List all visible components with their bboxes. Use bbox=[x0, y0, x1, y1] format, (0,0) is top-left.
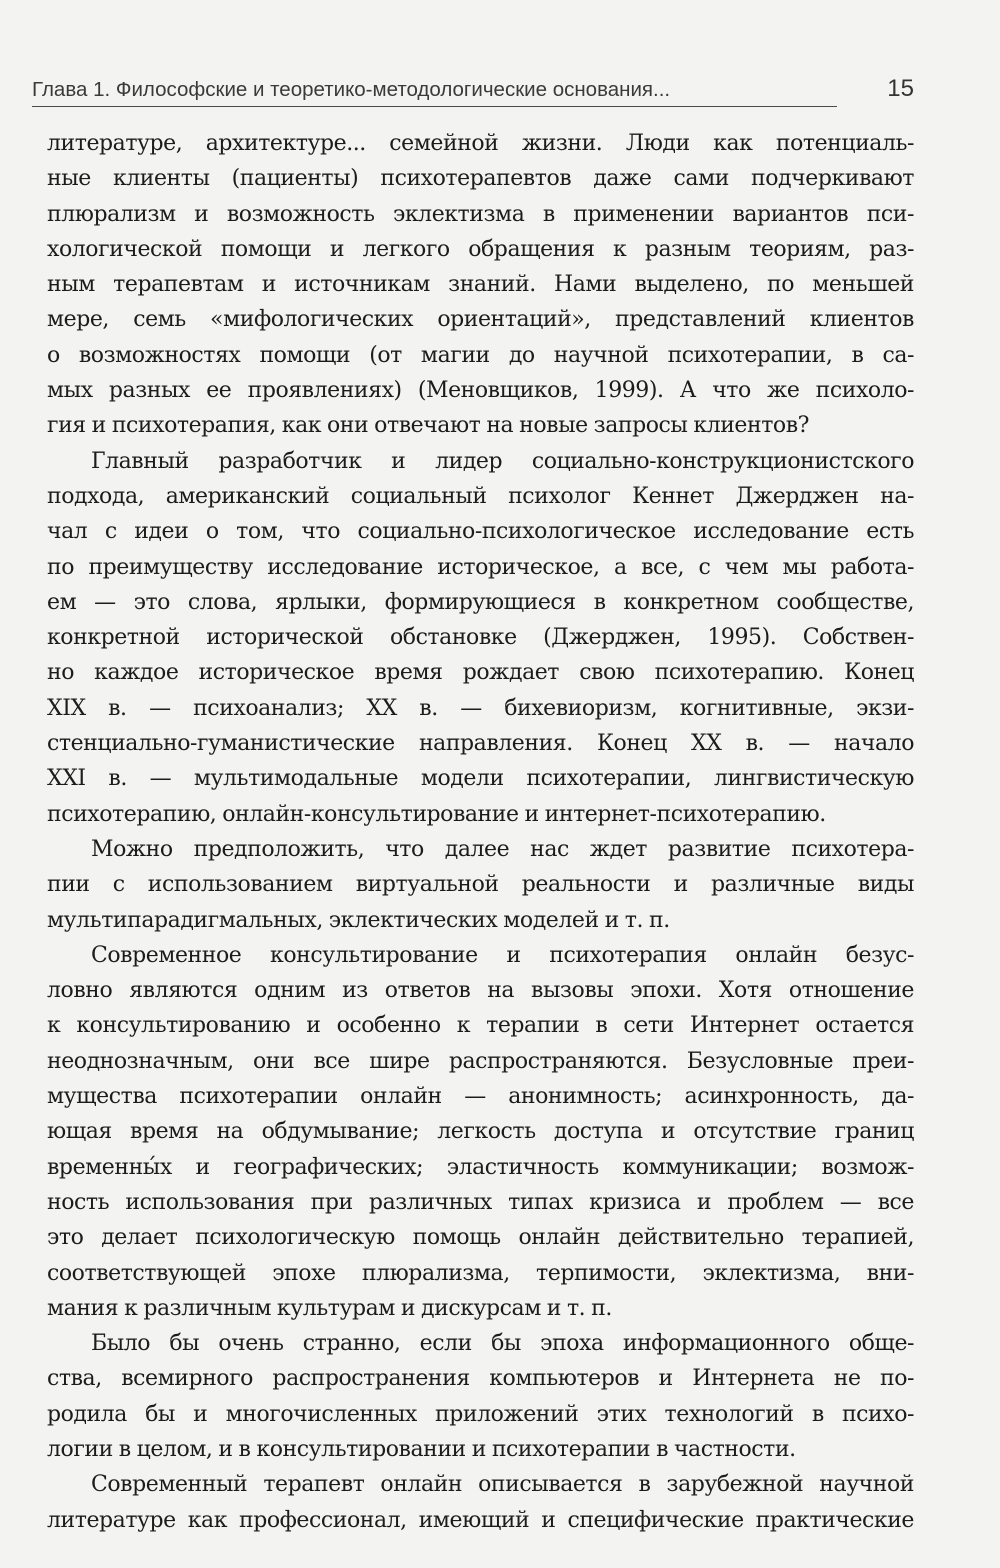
text-line: мере, семь «мифологических ориентаций», представлений клиентов bbox=[47, 307, 914, 333]
paragraph-4 bbox=[47, 938, 914, 1326]
text-line: ловно являются одним из ответов на вызовы эпохи. Хотя отношение bbox=[47, 978, 914, 1004]
text-line: Современное консультирование и психотерапия онлайн безус- bbox=[91, 942, 914, 968]
text-line: стенциально-гуманистические направления. Конец XX в. — начало bbox=[47, 731, 914, 757]
text-line: пии с использованием виртуальной реальности и различные виды bbox=[47, 872, 914, 898]
text-line: мых разных ее проявлениях) (Меновщиков, 1999). А что же психоло- bbox=[47, 378, 914, 404]
text-line: родила бы и многочисленных приложений этих технологий в психо- bbox=[47, 1401, 914, 1427]
text-line: ность использования при различных типах кризиса и проблем — все bbox=[47, 1189, 914, 1215]
text-line: соответствующей эпохе плюрализма, терпимости, эклектизма, вни- bbox=[47, 1260, 914, 1286]
text-line: мультипарадигмальных, эклектических моделей и т. п. bbox=[47, 907, 670, 933]
text-line: литературе как профессионал, имеющий и специфические практические bbox=[47, 1507, 914, 1533]
text-line: Современный терапевт онлайн описывается в зарубежной научной bbox=[91, 1472, 914, 1498]
text-line: это делает психологическую помощь онлайн действительно терапией, bbox=[47, 1225, 914, 1251]
paragraph-1 bbox=[47, 126, 914, 444]
text-line: ющая время на обдумывание; легкость доступа и отсутствие границ bbox=[47, 1119, 914, 1145]
text-line: неоднозначным, они все шире распространяются. Безусловные преи- bbox=[47, 1048, 914, 1074]
paragraph-2 bbox=[47, 444, 914, 832]
body-text bbox=[47, 126, 914, 1538]
running-header bbox=[32, 74, 914, 110]
text-line: литературе, архитектуре... семейной жизни. Люди как потенциаль- bbox=[47, 131, 914, 156]
text-line: временны́х и географических; эластичность коммуникации; возмож- bbox=[47, 1154, 914, 1180]
text-line: ные клиенты (пациенты) психотерапевтов даже сами подчеркивают bbox=[47, 166, 914, 192]
text-line: чал с идеи о том, что социально-психологическое исследование есть bbox=[47, 519, 914, 545]
text-line: XIX в. — психоанализ; XX в. — бихевиоризм, когнитивные, экзи- bbox=[47, 695, 914, 721]
text-line: XXI в. — мультимодальные модели психотерапии, лингвистическую bbox=[47, 766, 914, 792]
text-line: мания к различным культурам и дискурсам и т. п. bbox=[47, 1295, 612, 1321]
text-line: к консультированию и особенно к терапии в сети Интернет остается bbox=[47, 1013, 914, 1039]
paragraph-5 bbox=[47, 1326, 914, 1467]
text-line: подхода, американский социальный психолог Кеннет Джерджен на- bbox=[47, 483, 914, 509]
text-line: о возможностях помощи (от магии до научной психотерапии, в са- bbox=[47, 342, 914, 368]
text-line: Было бы очень странно, если бы эпоха информационного обще- bbox=[91, 1331, 914, 1357]
text-line: но каждое историческое время рождает свою психотерапию. Конец bbox=[47, 660, 914, 686]
text-line: гия и психотерапия, как они отвечают на новые запросы клиентов? bbox=[47, 413, 810, 439]
text-line: конкретной исторической обстановке (Джерджен, 1995). Собствен- bbox=[47, 625, 914, 651]
text-line: Можно предположить, что далее нас ждет развитие психотера- bbox=[91, 836, 914, 862]
text-line: психотерапию, онлайн-консультирование и интернет-психотерапию. bbox=[47, 801, 826, 827]
page-number: 15 bbox=[887, 75, 914, 102]
paragraph-6 bbox=[47, 1467, 914, 1538]
text-line: Главный разработчик и лидер социально-конструкционистского bbox=[91, 448, 914, 474]
text-line: ства, всемирного распространения компьютеров и Интернета не по- bbox=[47, 1366, 914, 1392]
chapter-title: Глава 1. Философские и теоретико-методологические основания... bbox=[32, 76, 837, 107]
text-line: ем — это слова, ярлыки, формирующиеся в конкретном сообществе, bbox=[47, 589, 914, 615]
text-line: логии в целом, и в консультировании и психотерапии в частности. bbox=[47, 1436, 796, 1462]
text-line: ным терапевтам и источникам знаний. Нами выделено, по меньшей bbox=[47, 272, 914, 298]
text-line: по преимуществу исследование историческое, а все, с чем мы работа- bbox=[47, 554, 914, 580]
paragraph-3 bbox=[47, 832, 914, 938]
text-line: мущества психотерапии онлайн — анонимность; асинхронность, да- bbox=[47, 1084, 914, 1110]
text-line: плюрализм и возможность эклектизма в применении вариантов пси- bbox=[47, 201, 914, 227]
text-line: хологической помощи и легкого обращения к разным теориям, раз- bbox=[47, 236, 914, 262]
